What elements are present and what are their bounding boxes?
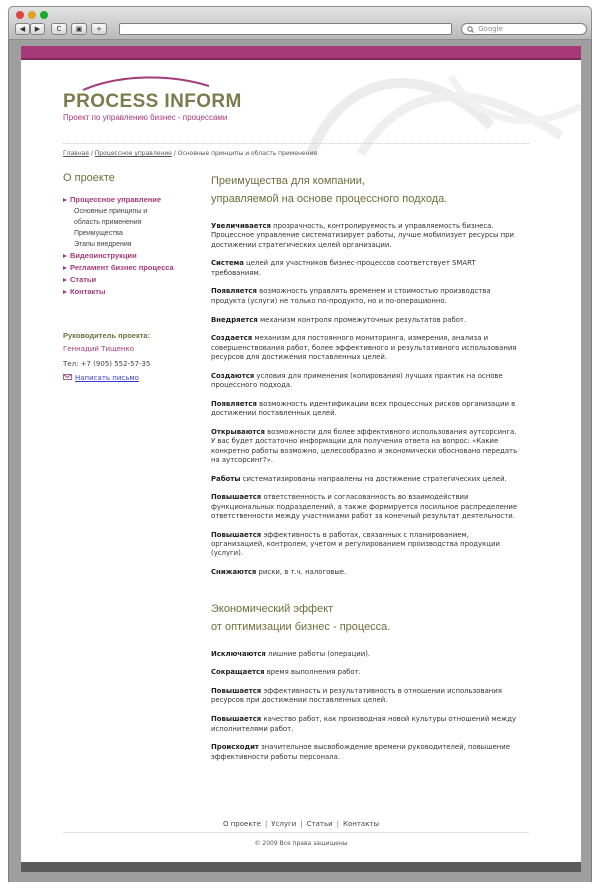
effect-paragraph: Повышается качество работ, как производная новой культуры отношений между исполнителями работ. xyxy=(211,715,517,733)
sidebar-subitem-advantages[interactable]: Преимущества xyxy=(74,230,123,237)
sidebar-item-process-management[interactable]: Процессное управление xyxy=(63,194,203,206)
advantage-paragraph: Открываются возможности для более эффективного использования аутсорсинга. У вас будет достаточно информации для получения ответа на вопрос: «Какие конкретно работы возможно, целесообразно и экономически обосновано передать на аутсорсинг?». xyxy=(211,427,518,464)
advantage-paragraph: Повышается ответственность и согласованность во взаимодействии функциональных подразделений, а также формируется посильное распределение ответственности между участниками работ за конечный результат деятельности. xyxy=(211,493,518,521)
address-bar[interactable] xyxy=(119,23,452,35)
envelope-icon xyxy=(63,374,72,382)
top-accent-bar xyxy=(21,46,581,60)
footer-separator: | xyxy=(264,820,268,828)
footer-link-services[interactable]: Услуги xyxy=(271,820,297,828)
advantage-paragraph: Увеличивается прозрачность, контролируемость и управляемость бизнеса. Процессное управление систематизирует работы, лучше мобилизует ресурсы при достижении стратегических целей организации. xyxy=(211,222,515,249)
footer-separator: | xyxy=(300,820,303,828)
advantages-heading-line1: Преимущества для компании, xyxy=(211,175,365,187)
forward-button[interactable]: ▶ xyxy=(30,23,45,35)
search-placeholder: Google xyxy=(478,25,503,33)
add-bookmark-button[interactable]: + xyxy=(91,23,107,35)
browser-viewport xyxy=(8,40,592,882)
minimize-window-button[interactable] xyxy=(28,11,36,19)
search-icon xyxy=(467,26,476,33)
sidebar-subitem-principles-cont[interactable]: область применения xyxy=(74,219,142,226)
advantage-paragraph: Повышается эффективность в работах, связанных с планированием, организацией, контролем, учетом и регулированием производства продукции (услуги). xyxy=(211,530,500,558)
manager-heading: Руководитель проекта: xyxy=(63,331,151,340)
footer-link-about[interactable]: О проекте xyxy=(222,820,261,828)
footer-link-articles[interactable]: Статьи xyxy=(306,820,333,828)
economic-effect-heading xyxy=(211,600,521,636)
site-logo[interactable]: PROCESS INFORM xyxy=(63,91,242,112)
sidebar-title: О проекте xyxy=(63,172,115,184)
advantages-list xyxy=(211,222,521,578)
page-container xyxy=(21,46,581,872)
economic-effect-list xyxy=(211,650,521,762)
header-divider xyxy=(63,143,529,144)
sidebar-item-video[interactable]: Видеоинструкции xyxy=(63,250,203,262)
effect-paragraph: Происходит значительное высвобождение времени руководителей, повышение эффективности работы персонала. xyxy=(211,743,510,761)
footer-link-contacts[interactable]: Контакты xyxy=(343,820,380,828)
advantage-paragraph: Появляется возможность идентификации всех процессных рисков организации в достижении поставленных целей. xyxy=(211,399,516,418)
bottom-bar xyxy=(21,862,581,872)
footer-nav xyxy=(21,820,581,828)
main-content xyxy=(211,172,521,771)
advantage-paragraph: Создается механизм для постоянного мониторинга, измерения, анализа и совершенствования работ, более эффективного и результативного использования ресурсов для достижения поставленных целей. xyxy=(211,334,517,361)
sidebar-item-regulation[interactable]: Регламент бизнес процесса xyxy=(63,262,203,274)
economic-heading-line2: от оптимизации бизнес - процесса. xyxy=(211,620,391,633)
advantage-paragraph: Снижаются риски, в т.ч. налоговые. xyxy=(211,568,347,577)
snapshot-button[interactable] xyxy=(71,23,87,35)
search-field[interactable] xyxy=(461,23,587,35)
back-button[interactable]: ◀ xyxy=(15,23,30,35)
breadcrumb-separator: / xyxy=(171,150,178,157)
footer-separator: | xyxy=(336,820,339,828)
reload-button[interactable]: C xyxy=(51,23,67,35)
advantage-paragraph: Внедряется механизм контроля промежуточных результатов работ. xyxy=(211,315,467,324)
sidebar-menu xyxy=(63,194,203,298)
write-letter-link[interactable] xyxy=(63,374,139,382)
browser-toolbar xyxy=(8,6,592,40)
effect-paragraph: Повышается эффективность и результативность в отношении использования ресурсов при достижении поставленных целей. xyxy=(211,687,502,705)
advantage-paragraph: Система целей для участников бизнес-процессов соответствует SMART требованиям. xyxy=(211,259,476,277)
breadcrumb-home-link[interactable]: Главная xyxy=(63,150,89,157)
sidebar-subitem-stages[interactable]: Этапы внедрения xyxy=(74,241,132,248)
economic-heading-line1: Экономический эффект xyxy=(211,602,334,615)
advantages-heading-line2: управляемой на основе процессного подхода. xyxy=(211,193,448,205)
copyright: © 2009 Все права защищены xyxy=(254,840,348,847)
image-icon: ▣ xyxy=(75,25,83,33)
advantage-paragraph: Работы систематизированы направлены на достижение стратегических целей. xyxy=(211,474,507,483)
zoom-window-button[interactable] xyxy=(40,11,48,19)
breadcrumb-separator: / xyxy=(88,150,95,157)
breadcrumb xyxy=(63,150,317,157)
footer-divider xyxy=(63,832,529,833)
write-letter-label: Написать письмо xyxy=(75,374,139,382)
advantage-paragraph: Создаются условия для применения (копирования) лучших практик на основе процессного подхода. xyxy=(211,371,503,390)
sidebar-item-articles[interactable]: Статьи xyxy=(63,274,203,286)
sidebar-subitem-principles[interactable]: Основные принципы и xyxy=(74,208,148,215)
sidebar-item-contacts[interactable]: Контакты xyxy=(63,286,203,298)
site-tagline: Проект по управлению бизнес - процессами xyxy=(63,113,228,122)
effect-paragraph: Сокращается время выполнения работ. xyxy=(211,668,361,677)
manager-phone: Тел: +7 (905) 552-57-35 xyxy=(63,360,151,368)
breadcrumb-section-link[interactable]: Процессное управление xyxy=(94,150,172,157)
logo-swoosh xyxy=(81,76,211,92)
advantage-paragraph: Появляется возможность управлять временем и стоимостью производства продукта (услуги) не только по-продукто, но и по-операционно. xyxy=(211,287,491,305)
manager-name: Геннадий Тищенко xyxy=(63,345,134,353)
close-window-button[interactable] xyxy=(16,11,24,19)
breadcrumb-current: Основные принципы и область применения xyxy=(177,150,318,157)
effect-paragraph: Исключаются лишние работы (операции). xyxy=(211,649,371,658)
